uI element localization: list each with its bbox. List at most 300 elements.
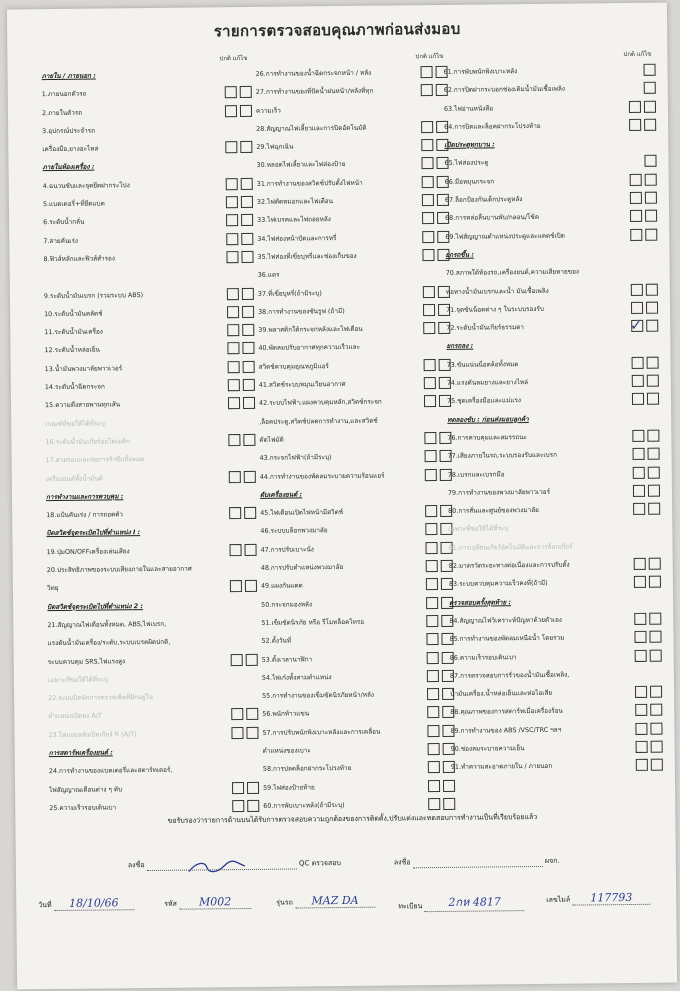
normal-checkbox[interactable]	[227, 343, 239, 355]
fix-checkbox[interactable]	[649, 613, 661, 625]
fix-checkbox[interactable]	[246, 653, 258, 665]
checklist-item-label: ไฟสัญญาณเตือนต่าง ๆ ดับ	[49, 784, 123, 794]
checklist-item-label: 70.สภาพใต้ท้องรถ,เครื่องยนต์,ความเสียหายของ	[445, 267, 580, 278]
status-checkboxes	[626, 100, 656, 112]
normal-checkbox[interactable]	[629, 119, 641, 131]
checklist-item-label: 75.ชุดเครื่องมือและแม่แรง	[446, 396, 522, 406]
checklist-item	[257, 173, 449, 193]
checklist-item	[257, 228, 449, 248]
status-checkboxes	[222, 86, 252, 98]
fix-checkbox[interactable]	[650, 722, 662, 734]
normal-checkbox[interactable]	[633, 503, 645, 515]
fix-checkbox[interactable]	[646, 302, 658, 314]
normal-checkbox[interactable]	[630, 318, 643, 335]
checklist-item-label: 38.การทำงานของซันรูฟ (ถ้ามี)	[258, 306, 345, 316]
column-1	[41, 53, 259, 817]
normal-checkbox[interactable]	[426, 615, 438, 627]
fix-checkbox[interactable]	[649, 558, 661, 570]
fix-checkbox[interactable]	[242, 342, 254, 354]
status-checkboxes	[225, 361, 255, 373]
checklist-item-label: 34.ไฟส่องหน้าปัดและการหรี่	[257, 233, 337, 243]
checklist-item-label: ความเร็ว	[255, 106, 281, 115]
normal-checkbox[interactable]	[226, 251, 238, 263]
normal-checkbox[interactable]	[633, 448, 645, 460]
checklist-item-label: 5.แบตเตอรี่+ที่ยึดแบต	[42, 199, 105, 209]
normal-checkbox[interactable]	[226, 214, 238, 226]
normal-checkbox[interactable]	[428, 798, 440, 810]
normal-checkbox[interactable]	[633, 466, 645, 478]
checklist-item-label: ตำแหน่งเปิดลง A/T	[48, 711, 102, 721]
normal-checkbox[interactable]	[635, 686, 647, 698]
normal-checkbox[interactable]	[227, 324, 239, 336]
checklist-item	[45, 394, 255, 414]
status-checkboxes	[224, 342, 254, 354]
checklist-item-label: ตำแหน่งของเบาะ	[262, 746, 311, 755]
checklist-item	[262, 722, 454, 742]
status-checkboxes	[224, 306, 254, 318]
checklist-item	[44, 284, 254, 304]
fix-checkbox[interactable]	[649, 631, 661, 643]
status-checkboxes	[632, 649, 662, 661]
fix-checkbox[interactable]	[244, 507, 256, 519]
normal-checkbox[interactable]	[636, 741, 648, 753]
normal-checkbox[interactable]	[421, 66, 433, 78]
checklist-item-label: 20.ประสิทธิภาพของระบบเสียงภายในและสายอากาศ	[46, 564, 192, 575]
checklist-item	[262, 648, 454, 668]
normal-checkbox[interactable]	[422, 231, 434, 243]
fix-checkbox[interactable]	[645, 173, 657, 185]
fix-checkbox[interactable]	[645, 210, 657, 222]
normal-checkbox[interactable]	[631, 302, 643, 314]
status-checkboxes	[224, 324, 254, 336]
column-3	[443, 49, 663, 777]
checklist-item-label: เฉพาะที่ขอให้ได้ที่ระบุ	[47, 675, 108, 684]
status-checkboxes	[629, 430, 659, 442]
normal-checkbox[interactable]	[636, 759, 648, 771]
normal-checkbox[interactable]	[634, 631, 646, 643]
sign-label: ลงชื่อ	[127, 861, 145, 870]
fix-checkbox[interactable]	[243, 434, 255, 446]
section-heading	[49, 742, 259, 762]
fix-checkbox[interactable]	[644, 100, 656, 112]
status-checkboxes	[223, 178, 253, 190]
fix-checkbox[interactable]	[240, 141, 252, 153]
status-checkboxes	[628, 283, 658, 295]
normal-checkbox[interactable]	[632, 357, 644, 369]
status-checkboxes	[226, 544, 256, 556]
checklist-item-label: 59.ไฟส่องป้ายท้าย	[263, 782, 315, 792]
fix-checkbox[interactable]	[646, 283, 658, 295]
checklist-item-label: 30.หลอดไฟเลี้ยวและไฟส่องป้าย	[256, 160, 346, 170]
status-checkboxes	[633, 741, 663, 753]
normal-checkbox[interactable]	[424, 377, 436, 389]
checklist-item	[255, 63, 447, 83]
normal-checkbox[interactable]	[230, 580, 242, 592]
checklist-item	[44, 266, 254, 286]
fix-checkbox[interactable]	[241, 251, 253, 263]
checklist-item-label: 57.การปรับพนักพิงเบาะหลังและการเคลื่อน	[262, 727, 381, 737]
checklist-item	[260, 502, 452, 522]
section-heading	[446, 335, 658, 356]
normal-checkbox[interactable]	[425, 542, 437, 554]
checklist-item-label: 86.ความเร็วรอบเดินเบา	[449, 652, 517, 662]
fix-checkbox[interactable]	[648, 503, 660, 515]
normal-checkbox[interactable]	[232, 800, 244, 812]
checklist-item	[44, 303, 254, 323]
checklist-item	[46, 504, 256, 524]
section-heading	[42, 156, 252, 176]
fix-checkbox[interactable]	[240, 105, 252, 117]
normal-checkbox[interactable]	[424, 432, 436, 444]
normal-checkbox[interactable]	[226, 178, 238, 190]
status-header: ปกติ แก้ไข	[623, 50, 652, 59]
normal-checkbox[interactable]	[635, 649, 647, 661]
normal-checkbox[interactable]	[225, 141, 237, 153]
status-checkboxes	[222, 105, 252, 117]
checklist-item	[257, 191, 449, 211]
normal-checkbox[interactable]	[630, 210, 642, 222]
status-checkboxes	[631, 613, 661, 625]
normal-checkbox[interactable]	[422, 249, 434, 261]
status-checkboxes	[225, 379, 255, 391]
normal-checkbox[interactable]	[229, 471, 241, 483]
checklist-item	[48, 687, 258, 707]
fix-checkbox[interactable]	[241, 196, 253, 208]
checklist-item	[261, 612, 453, 632]
status-checkboxes	[225, 397, 255, 409]
normal-checkbox[interactable]	[229, 544, 241, 556]
checklist-item-label: 27.การทำงานของที่ปัดน้ำฝนหน้า/หลังที่ทุก	[255, 86, 374, 97]
checklist-item	[448, 518, 660, 539]
normal-checkbox[interactable]	[428, 761, 440, 773]
checklist-item	[262, 703, 454, 723]
checklist-item	[44, 321, 254, 341]
checklist-item	[45, 431, 255, 451]
checklist-item	[447, 390, 659, 411]
checklist-item-label: 73.ขันแน่นน็อตล้อทั้งหมด	[446, 359, 519, 369]
fix-checkbox[interactable]	[443, 779, 455, 791]
normal-checkbox[interactable]	[227, 288, 239, 300]
normal-checkbox[interactable]	[228, 434, 240, 446]
fix-checkbox[interactable]	[647, 393, 659, 405]
checklist-item	[49, 778, 259, 798]
fix-checkbox[interactable]	[646, 320, 658, 332]
checklist-item-label: 48.การปรับตำแหน่งพวงมาลัย	[260, 563, 344, 572]
fix-checkbox[interactable]	[644, 119, 656, 131]
fix-checkbox[interactable]	[650, 686, 662, 698]
normal-checkbox[interactable]	[225, 105, 237, 117]
status-checkboxes	[628, 302, 658, 314]
checklist-item-label: 1.ภายนอกตัวรถ	[41, 89, 87, 99]
normal-checkbox[interactable]	[226, 233, 238, 245]
checklist-item-label: 24.การทำงานของแบตเตอรี่และสตาร์ทเตอร์,	[48, 766, 173, 776]
normal-checkbox[interactable]	[631, 283, 643, 295]
checklist-item	[450, 664, 662, 685]
normal-checkbox[interactable]	[644, 155, 656, 167]
fix-checkbox[interactable]	[443, 798, 455, 810]
status-checkboxes	[641, 155, 656, 167]
fix-checkbox[interactable]	[242, 324, 254, 336]
checklist-item-label: เกณฑ์ที่ขอให้ได้ที่ระบุ	[45, 419, 105, 428]
plate-field	[398, 892, 525, 912]
normal-checkbox[interactable]	[421, 84, 433, 96]
checklist-item-label: 43.กระจกไฟฟ้า(ถ้ามีระบุ)	[259, 453, 332, 463]
fix-checkbox[interactable]	[647, 375, 659, 387]
checklist-item	[448, 463, 660, 484]
checklist-item-label: 62.การปิดฝากระบอกช่องเติมน้ำมันเชื้อเพลิง	[443, 84, 566, 95]
fix-checkbox[interactable]	[243, 379, 255, 391]
normal-checkbox[interactable]	[428, 743, 440, 755]
checklist-item-label: 91.ทำความสะอาดภายใน / ภายนอก	[450, 762, 553, 772]
status-checkboxes	[626, 119, 656, 131]
normal-checkbox[interactable]	[231, 654, 243, 666]
checklist-item	[48, 724, 258, 744]
checklist-item	[447, 372, 659, 393]
normal-checkbox[interactable]	[632, 430, 644, 442]
checklist-item-label: 82.มาตรวัดระยะทางต่อเนื่องและการปรับตั้ง	[448, 560, 570, 570]
normal-checkbox[interactable]	[422, 212, 434, 224]
fix-checkbox[interactable]	[244, 544, 256, 556]
checklist-item	[263, 776, 455, 796]
signature-line-2	[413, 866, 543, 868]
fix-checkbox[interactable]	[240, 86, 252, 98]
normal-checkbox[interactable]	[422, 176, 434, 188]
fix-checkbox[interactable]	[648, 448, 660, 460]
fix-checkbox[interactable]	[645, 228, 657, 240]
normal-checkbox[interactable]	[232, 782, 244, 794]
checklist-item-label: 2.ภายในตัวรถ	[41, 108, 83, 117]
checklist-item	[43, 248, 253, 268]
normal-checkbox[interactable]	[231, 708, 243, 720]
normal-checkbox[interactable]	[421, 158, 433, 170]
status-header: ปกติ แก้ไข	[415, 52, 444, 61]
normal-checkbox[interactable]	[635, 704, 647, 716]
fix-checkbox[interactable]	[242, 306, 254, 318]
normal-checkbox[interactable]	[633, 485, 645, 497]
normal-checkbox[interactable]	[423, 322, 435, 334]
normal-checkbox[interactable]	[226, 196, 238, 208]
checklist-item-label: 32.ไฟตัดหมอกและไฟเตือน	[256, 197, 334, 206]
fix-checkbox[interactable]	[247, 800, 259, 812]
checklist-item	[443, 61, 655, 82]
status-checkboxes	[630, 448, 660, 460]
fix-checkbox[interactable]	[649, 576, 661, 588]
fix-checkbox[interactable]	[244, 470, 256, 482]
model-field	[276, 894, 375, 909]
status-checkboxes	[425, 779, 455, 791]
checklist-item	[448, 536, 660, 557]
checklist-item	[43, 211, 253, 231]
checklist-item	[262, 667, 454, 687]
mileage-field	[546, 891, 650, 906]
fix-checkbox[interactable]	[651, 741, 663, 753]
normal-checkbox[interactable]	[424, 395, 436, 407]
fix-checkbox[interactable]	[651, 759, 663, 771]
normal-checkbox[interactable]	[630, 174, 642, 186]
checklist-item-label: 29.ไฟฉุกเฉิน	[256, 142, 294, 152]
checklist-item-label: วิทยุ	[46, 584, 59, 593]
checklist-item-label: ,ล็อคประตู,สวิตช์ปลดการทำงาน,และสวิตช์	[259, 416, 378, 426]
fix-checkbox[interactable]	[246, 727, 258, 739]
status-checkboxes	[223, 251, 253, 263]
section-heading	[47, 596, 257, 616]
checklist-item	[445, 207, 657, 228]
checklist-item-label: 90.ช่องลมระบายความเย็น	[450, 744, 525, 753]
status-checkboxes	[229, 781, 259, 793]
normal-checkbox[interactable]	[424, 359, 436, 371]
checklist-item	[444, 116, 656, 137]
checklist-item	[261, 630, 453, 650]
normal-checkbox[interactable]	[229, 507, 241, 519]
normal-checkbox[interactable]	[630, 192, 642, 204]
plate-value: 2กห 4817	[448, 895, 501, 909]
fix-checkbox[interactable]	[241, 178, 253, 190]
checklist-item-label: 76.การควบคุมและสมรรถนะ	[447, 432, 528, 442]
section-heading	[445, 244, 657, 265]
normal-checkbox[interactable]	[634, 576, 646, 588]
certification-note: ขอรับรองว่ารายการด้านบนได้รับการตรวจสอบความถูกต้องของการติดตั้ง,ปรับแต่งและทดสอบการทำงานเป็นที่เรียบร้อยแล้ว	[167, 812, 538, 825]
checklist-item	[260, 447, 452, 467]
checklist-item	[46, 541, 256, 561]
normal-checkbox[interactable]	[228, 361, 240, 373]
normal-checkbox[interactable]	[423, 286, 435, 298]
normal-checkbox[interactable]	[228, 397, 240, 409]
checklist-item	[43, 230, 253, 250]
normal-checkbox[interactable]	[427, 670, 439, 682]
fix-checkbox[interactable]	[243, 397, 255, 409]
normal-checkbox[interactable]	[635, 723, 647, 735]
normal-checkbox[interactable]	[425, 450, 437, 462]
normal-checkbox[interactable]	[425, 523, 437, 535]
normal-checkbox[interactable]	[425, 469, 437, 481]
status-checkboxes	[228, 653, 258, 665]
fix-checkbox[interactable]	[648, 484, 660, 496]
normal-checkbox[interactable]	[632, 375, 644, 387]
checklist-item	[258, 319, 450, 339]
section-heading	[444, 134, 656, 155]
normal-checkbox[interactable]	[427, 651, 439, 663]
normal-checkbox[interactable]	[634, 558, 646, 570]
fix-checkbox[interactable]	[647, 356, 659, 368]
normal-checkbox[interactable]	[225, 86, 237, 98]
status-checkboxes	[627, 192, 657, 204]
status-checkboxes	[631, 631, 661, 643]
normal-checkbox[interactable]	[227, 306, 239, 318]
normal-checkbox[interactable]	[629, 100, 641, 112]
section-heading	[41, 65, 251, 85]
checklist-item	[45, 358, 255, 378]
status-checkboxes	[627, 210, 657, 222]
checklist-item	[256, 118, 448, 138]
checklist-item-label: แรงดันน้ำมันเครื่อง/ระดับ,ระบบเบรคผิดปกติ,	[47, 638, 171, 648]
checklist-item	[46, 467, 256, 487]
fix-checkbox[interactable]	[247, 781, 259, 793]
normal-checkbox[interactable]	[421, 121, 433, 133]
checklist-item	[449, 628, 661, 649]
fix-checkbox[interactable]	[242, 287, 254, 299]
normal-checkbox[interactable]	[423, 304, 435, 316]
checklist-item-label: 65.ไฟส่องประตู	[444, 158, 489, 168]
checklist-item-label: เปิดประตูทุกบาน :	[444, 140, 495, 150]
normal-checkbox[interactable]	[643, 64, 655, 76]
checklist-item-label: บิดสวิตช์จุดระเบิดไปที่ตำแหน่ง 2 :	[47, 601, 144, 611]
normal-checkbox[interactable]	[630, 229, 642, 241]
checklist-item	[445, 225, 657, 246]
normal-checkbox[interactable]	[632, 393, 644, 405]
checklist-item	[49, 797, 259, 817]
checklist-item	[47, 632, 257, 652]
checklist-item-label: 72.ระดับน้ำมันเกียร์ธรรมดา	[446, 323, 525, 333]
normal-checkbox[interactable]	[427, 688, 439, 700]
checklist-item-label: 87.การตรวจสอบการรั่วของน้ำมันเชื้อเพลิง,	[449, 670, 570, 680]
checklist-item	[448, 500, 660, 521]
checklist-item-label: 4.ฉนวนซับและจุดยึดฝากระโปง	[42, 180, 130, 190]
status-checkboxes	[633, 759, 663, 771]
fix-checkbox[interactable]	[648, 466, 660, 478]
mileage-label: เลขไมล์	[546, 895, 571, 904]
checklist-item	[444, 97, 656, 118]
normal-checkbox[interactable]	[231, 727, 243, 739]
fix-checkbox[interactable]	[650, 649, 662, 661]
checklist-item	[256, 99, 448, 119]
fix-checkbox[interactable]	[241, 214, 253, 226]
checklist-item	[450, 701, 662, 722]
checklist-item-label: 74.แรงดันลมยางและยางไหล่	[446, 378, 529, 387]
checklist-item	[262, 685, 454, 705]
normal-checkbox[interactable]	[427, 725, 439, 737]
status-checkboxes	[225, 434, 255, 446]
fix-checkbox[interactable]	[647, 430, 659, 442]
checklist-item	[42, 138, 252, 158]
checklist-item-label: 69.ไฟสัญญาณตำแหน่งประตูและแคตช์เปิด	[445, 231, 565, 241]
checklist-item-label: 55.การทำงานของเข็มขัดนิรภัยหน้า/หลัง	[262, 690, 375, 700]
normal-checkbox[interactable]	[421, 139, 433, 151]
status-checkboxes	[630, 503, 660, 515]
normal-checkbox[interactable]	[426, 578, 438, 590]
normal-checkbox[interactable]	[228, 379, 240, 391]
fix-checkbox[interactable]	[246, 708, 258, 720]
checklist-sheet	[7, 3, 677, 990]
checklist-item	[256, 81, 448, 101]
checklist-item-label: 58.การปลดล็อกฝากระโปรงท้าย	[262, 764, 352, 774]
normal-checkbox[interactable]	[634, 613, 646, 625]
fix-checkbox[interactable]	[645, 192, 657, 204]
normal-checkbox[interactable]	[425, 505, 437, 517]
checklist-item-label: 17.สายรอบและท่อการรั่วซึมทั้งหมด	[45, 455, 145, 465]
fix-checkbox[interactable]	[650, 704, 662, 716]
normal-checkbox[interactable]	[427, 706, 439, 718]
section-heading	[46, 486, 256, 506]
checklist-item-label: 16.ระดับน้ำมันเกียร์ออโตเมติก	[45, 437, 131, 447]
normal-checkbox[interactable]	[428, 780, 440, 792]
normal-checkbox[interactable]	[644, 82, 656, 94]
normal-checkbox[interactable]	[426, 560, 438, 572]
sign-label-2: ลงชื่อ	[393, 858, 411, 867]
fix-checkbox[interactable]	[243, 361, 255, 373]
fix-checkbox[interactable]	[241, 233, 253, 245]
checklist-item-label: 85.การทำงานของพัดลมเหนือน้ำ โดยรวม	[449, 633, 565, 644]
fix-checkbox[interactable]	[245, 580, 257, 592]
normal-checkbox[interactable]	[426, 633, 438, 645]
normal-checkbox[interactable]	[422, 194, 434, 206]
checklist-item	[258, 282, 450, 302]
checklist-item	[259, 410, 451, 430]
status-checkboxes	[223, 233, 253, 245]
checklist-item-label: 6.ระดับน้ำกลั่น	[43, 218, 85, 227]
checklist-item-label: 23.ไฟถอยหลังเปิดเกียร์ R (A/T)	[48, 729, 137, 739]
checklist-item	[47, 614, 257, 634]
normal-checkbox[interactable]	[426, 597, 438, 609]
